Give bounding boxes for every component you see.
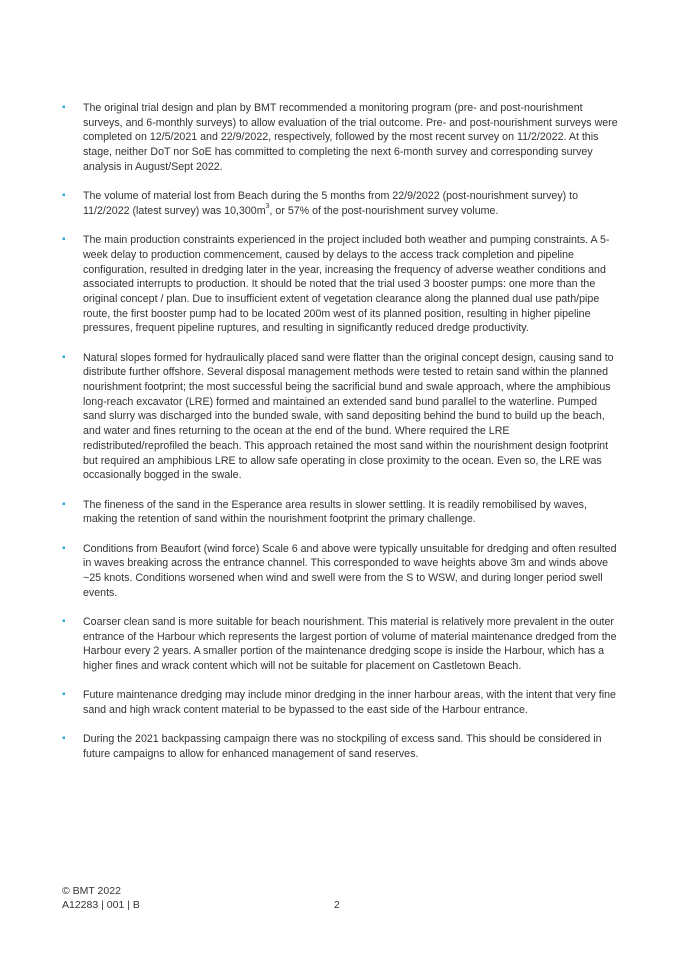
bullet-square-icon: ▪ [62,542,66,554]
bullet-item-stockpiling [62,732,618,761]
footer-copyright: © BMT 2022 [62,885,121,897]
bullet-text-part: The volume of material lost from Beach during the 5 months from 22/9/2022 (post-nourishment survey) to 11/2/2022 (latest survey) was 10,300m [83,190,579,217]
bullet-square-icon: ▪ [62,498,66,510]
page-number: 2 [334,899,340,911]
bullet-item-natural-slopes [62,351,618,483]
footer-doc-ref: A12283 | 001 | B [62,899,140,911]
bullet-text: The fineness of the sand in the Esperance area results in slower settling. It is readily remobilised by waves, making the retention of sand within the nourishment footprint the primary challenge. [83,498,587,526]
bullet-text: Future maintenance dredging may include minor dredging in the inner harbour areas, with the intent that very fine sand and high wrack content material to be bypassed to the east side of the Harbour entrance. [83,689,616,717]
bullet-square-icon: ▪ [62,615,66,627]
bullet-text: The original trial design and plan by BMT recommended a monitoring program (pre- and post-nourishment surveys, and 6-monthly surveys) to allow evaluation of the trial outcome. Pre- and post-nourishment surveys were completed on 12/5/2021 and 22/9/2022, respectively, followed by the most recent survey on 11/2/2022. At this stage, neither DoT nor SoE has committed to completing the next 6-month survey and corresponding survey analysis in August/Sept 2022. [83,102,618,173]
bullet-text [83,190,578,217]
bullet-text: Natural slopes formed for hydraulically placed sand were flatter than the original concept design, causing sand to distribute further offshore. Several disposal management methods were tested to retain sand within the planned nourishment footprint; the most successful being the sacrificial bund and swale approach, where the amphibious long-reach excavator (LRE) formed and maintained an extended sand bund parallel to the waterline. Pumped sand slurry was discharged into the bunded swale, with sand depositing behind the bund to build up the beach, and water and fines returning to the ocean at the end of the bund. Where required the LRE redistributed/reprofiled the beach. This approach retained the most sand within the nourishment design footprint but required an amphibious LRE to allow safe operating in close proximity to the ocean. Even so, the LRE was occasionally bogged in the swale. [83,351,614,482]
bullet-item-sand-fineness [62,498,618,527]
bullet-square-icon: ▪ [62,190,66,202]
bullet-square-icon: ▪ [62,689,66,701]
bullet-item-future-dredging [62,688,618,717]
bullet-square-icon: ▪ [62,102,66,113]
bullet-text: Coarser clean sand is more suitable for beach nourishment. This material is relatively more prevalent in the outer entrance of the Harbour which represents the largest portion of volume of material maintenance dredged from the Harbour every 2 years. A smaller portion of the maintenance dredging scope is inside the Harbour, which has a higher fines and wrack content which will not be suitable for placement on Castletown Beach. [83,615,617,673]
bullet-text: The main production constraints experienced in the project included both weather and pumping constraints. A 5-week delay to production commencement, caused by delays to the access track completion and pipeline configuration, resulted in dredging later in the year, increasing the frequency of adverse weather conditions and associated interrupts to production. It should be noted that the trial used 3 booster pumps: one more than the original concept / plan. Due to insufficient extent of vegetation clearance along the planned dual use path/pipe route, the first booster pump had to be located 200m west of its planned position, resulting in higher pipeline pressures, frequent pipeline ruptures, and resulting in significantly reduced dredge productivity. [83,234,610,335]
bullet-square-icon: ▪ [62,351,66,363]
bullet-item-monitoring-program [62,101,618,175]
bullet-square-icon: ▪ [62,733,66,745]
bullet-text: Conditions from Beaufort (wind force) Scale 6 and above were typically unsuitable for dredging and often resulted in waves breaking across the entrance channel. This corresponded to wave heights above 3m and winds above ~25 knots. Conditions worsened when wind and swell were from the S to WSW, and during longer period swell events. [83,542,617,599]
superscript: 3 [265,203,270,211]
document-body [62,101,618,776]
bullet-square-icon: ▪ [62,234,66,246]
bullet-item-volume-lost [62,189,618,218]
bullet-item-production-constraints [62,233,618,336]
bullet-item-weather-conditions [62,542,618,601]
page-footer [62,884,618,912]
bullet-text: During the 2021 backpassing campaign there was no stockpiling of excess sand. This should be considered in future campaigns to allow for enhanced management of sand reserves. [83,733,602,761]
bullet-item-coarser-sand [62,615,618,674]
bullet-text-part: , or 57% of the post-nourishment survey volume. [269,204,499,217]
